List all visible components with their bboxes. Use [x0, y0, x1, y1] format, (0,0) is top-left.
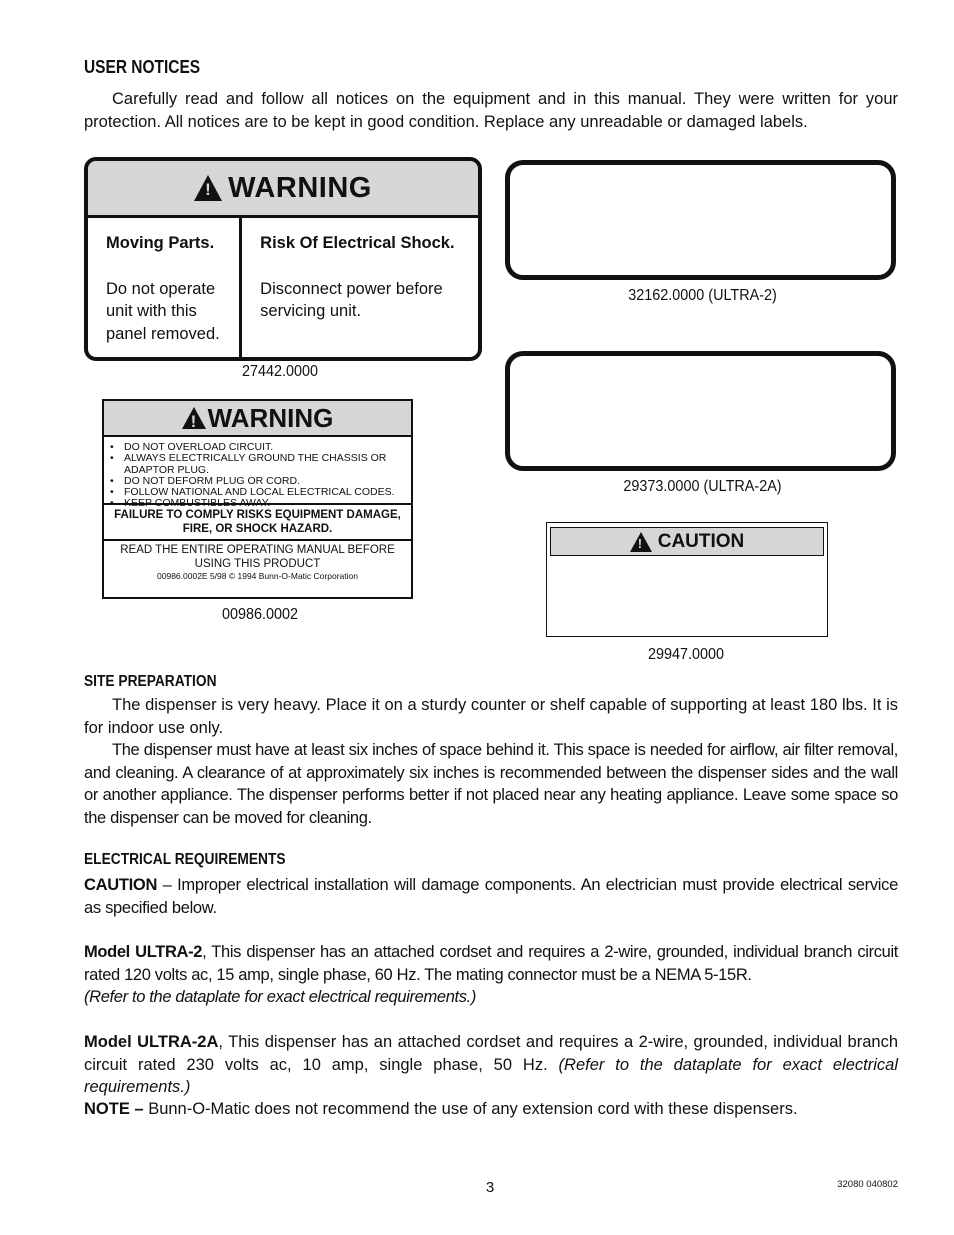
- label-code: 00986.0002E 5/98 © 1994 Bunn-O-Matic Corporation: [157, 571, 358, 581]
- warning-label-header: [104, 401, 411, 437]
- site-preparation-heading: SITE PREPARATION: [84, 673, 217, 690]
- electrical-shock-title: Risk Of Electrical Shock.: [260, 234, 455, 252]
- failure-notice: FAILURE TO COMPLY RISKS EQUIPMENT DAMAGE, FIRE, OR SHOCK HAZARD.: [104, 505, 411, 541]
- note-text: Bunn-O-Matic does not recommend the use of any extension cord with these dispensers.: [143, 1100, 798, 1118]
- warning-label-title: WARNING: [207, 402, 334, 433]
- warning-list: [104, 437, 411, 510]
- caution-triangle-icon: [630, 532, 652, 552]
- note-paragraph: [84, 1098, 898, 1121]
- warning-label-electrical: [102, 399, 413, 599]
- note-lead: NOTE –: [84, 1100, 144, 1118]
- page-number: 3: [485, 1179, 495, 1196]
- warning-label-title: WARNING: [228, 171, 372, 204]
- read-manual-notice: READ THE ENTIRE OPERATING MANUAL BEFORE USING THIS PRODUCT: [120, 544, 395, 570]
- list-item: • DO NOT OVERLOAD CIRCUIT.: [124, 442, 405, 453]
- ultra2-note: (Refer to the dataplate for exact electrical requirements.): [84, 988, 477, 1006]
- moving-parts-text: Do not operate unit with this panel removed.: [106, 279, 220, 343]
- ultra2a-text: , This dispenser has an attached cordset and requires a 2-wire, grounded, individual branch circuit rated 230 volts ac, 10 amp, single phase, 50 Hz.: [84, 1033, 898, 1074]
- site-preparation-p2: The dispenser must have at least six inches of space behind it. This space is needed for airflow, air filter removal, and cleaning. A clearance of at approximately six inches is recommended between the dispenser sides and the wall or another appliance. The dispenser performs better if not placed near any heating appliance. Leave some space so the dispenser can be moved for cleaning.: [84, 741, 898, 827]
- document-code: 32080 040802: [837, 1179, 898, 1190]
- blank-label-ultra2a: [505, 351, 896, 471]
- electrical-heading: ELECTRICAL REQUIREMENTS: [84, 851, 286, 868]
- list-item: • ALWAYS ELECTRICALLY GROUND THE CHASSIS OR ADAPTOR PLUG.: [124, 453, 405, 476]
- ultra2-text: , This dispenser has an attached cordset and requires a 2-wire, grounded, individual branch circuit rated 120 volts ac, 15 amp, single phase, 60 Hz. The mating connector must be a NEMA 5-15R.: [84, 943, 898, 984]
- caution-text: – Improper electrical installation will damage components. An electrician must provide electrical service as specified below.: [84, 876, 898, 917]
- warning-label-moving-parts: [84, 157, 482, 361]
- ultra2-paragraph: [84, 941, 898, 1009]
- ultra2a-lead: Model ULTRA-2A: [84, 1033, 219, 1051]
- electrical-caution-paragraph: [84, 874, 898, 919]
- ultra2a-note: (Refer to the dataplate for exact electrical requirements.): [84, 1055, 898, 1096]
- warning-left-column: [88, 218, 242, 357]
- label-part-number: 29373.0000 (ULTRA-2A): [623, 478, 782, 495]
- blank-label-ultra2: [505, 160, 896, 280]
- ultra2a-paragraph: [84, 1031, 898, 1099]
- moving-parts-title: Moving Parts.: [106, 234, 215, 252]
- caution-label: [546, 522, 828, 637]
- label-part-number: 32162.0000 (ULTRA-2): [628, 287, 777, 304]
- warning-label-header: [88, 161, 478, 218]
- label-part-number: 29947.0000: [647, 646, 725, 663]
- site-preparation-p1: The dispenser is very heavy. Place it on a sturdy counter or shelf capable of supporting at least 180 lbs. It is for indoor use only.: [84, 696, 898, 737]
- user-notices-heading: USER NOTICES: [84, 57, 201, 77]
- warning-right-column: [242, 218, 478, 357]
- electrical-shock-text: Disconnect power before servicing unit.: [260, 279, 443, 320]
- warning-triangle-icon: [182, 407, 206, 429]
- list-item: • FOLLOW NATIONAL AND LOCAL ELECTRICAL CODES.: [124, 487, 405, 498]
- warning-triangle-icon: [194, 175, 222, 201]
- caution-lead: CAUTION: [84, 876, 158, 894]
- ultra2-lead: Model ULTRA-2: [84, 943, 203, 961]
- caution-label-title: CAUTION: [657, 530, 745, 552]
- user-notices-body: Carefully read and follow all notices on the equipment and in this manual. They were written for your protection. All notices are to be kept in good condition. Replace any unreadable or damaged labels.: [84, 90, 898, 131]
- caution-label-header: [550, 527, 824, 556]
- label-part-number: 00986.0002: [221, 606, 299, 623]
- list-item: • DO NOT DEFORM PLUG OR CORD.: [124, 476, 405, 487]
- list-item: • KEEP COMBUSTIBLES AWAY.: [124, 498, 405, 509]
- label-part-number: 27442.0000: [241, 363, 319, 380]
